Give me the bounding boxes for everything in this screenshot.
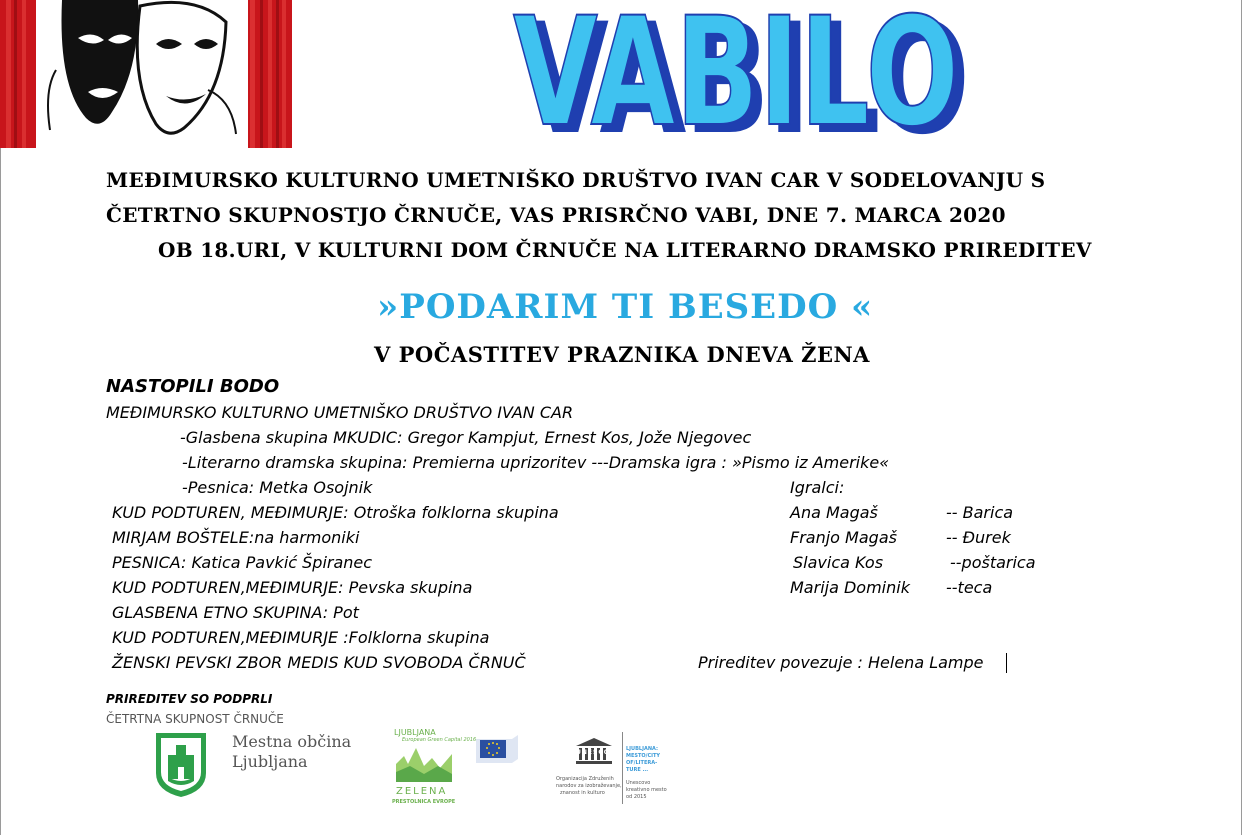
unesco-city-title: TURE ...	[626, 767, 649, 773]
ljubljana-name-line-2: Ljubljana	[232, 752, 308, 771]
cast-role: -- Đurek	[946, 528, 1011, 547]
cast-actor: Slavica Kos	[793, 553, 884, 572]
text-cursor	[1006, 653, 1007, 673]
list-item: GLASBENA ETNO SKUPINA: Pot	[112, 603, 359, 622]
cast-actor: Franjo Magaš	[790, 528, 897, 547]
intro-line-3: OB 18.URI, V KULTURNI DOM ČRNUČE NA LITERARNO DRAMSKO PRIREDITEV	[158, 238, 1092, 262]
unesco-logo	[556, 732, 686, 808]
cast-actor: Marija Dominik	[790, 578, 910, 597]
unesco-city-text: kreativno mesto	[626, 787, 667, 793]
unesco-city-title: OF/LITERA-	[626, 760, 658, 766]
intro-line-1: MEĐIMURSKO KULTURNO UMETNIŠKO DRUŠTVO IVAN CAR V SODELOVANJU S	[106, 168, 1046, 192]
unesco-divider	[622, 732, 623, 804]
cast-role: --poštarica	[950, 553, 1036, 572]
intro-line-2: ČETRTNO SKUPNOSTJO ČRNUČE, VAS PRISRČNO VABI, DNE 7. MARCA 2020	[106, 203, 1006, 227]
performers-heading: NASTOPILI BODO	[106, 376, 280, 397]
cast-role: --teca	[946, 578, 993, 597]
performers-sub-1: -Glasbena skupina MKUDIC: Gregor Kampjut, Ernest Kos, Jože Njegovec	[180, 428, 752, 447]
page-left-border	[0, 148, 1, 835]
unesco-city-text: od 2015	[626, 794, 647, 800]
unesco-city-title: LJUBLJANA:	[626, 746, 658, 752]
svg-text:VABILO: VABILO	[523, 0, 969, 146]
svg-text:VABILO: VABILO	[513, 0, 959, 146]
ljubljana-name-line-1: Mestna občina	[232, 732, 352, 751]
green-capital-top: LJUBLJANA	[394, 728, 436, 737]
host-line: Prireditev povezuje : Helena Lampe	[698, 653, 984, 672]
list-item: MIRJAM BOŠTELE:na harmoniki	[112, 528, 360, 547]
list-item: PESNICA: Katica Pavkić Špiranec	[112, 553, 373, 572]
ljubljana-coat-of-arms-icon	[154, 731, 208, 799]
list-item: KUD PODTUREN,MEĐIMURJE: Pevska skupina	[112, 578, 473, 597]
sponsors-line: ČETRTNA SKUPNOST ČRNUČE	[106, 712, 284, 726]
green-capital-logo	[388, 728, 477, 810]
performers-sub-3: -Pesnica: Metka Osojnik	[182, 478, 373, 497]
unesco-text-line: znanost in kulturo	[560, 790, 605, 796]
list-item: KUD PODTUREN,MEĐIMURJE :Folklorna skupina	[112, 628, 490, 647]
cast-role: -- Barica	[946, 503, 1014, 522]
unesco-city-title: MESTO/CITY	[626, 753, 661, 759]
event-title: »PODARIM TI BESEDO «	[377, 287, 874, 327]
green-capital-caption: PRESTOLNICA EVROPE	[392, 799, 456, 805]
list-item: ŽENSKI PEVSKI ZBOR MEDIS KUD SVOBODA ČRNUČ	[112, 653, 526, 672]
list-item: KUD PODTUREN, MEĐIMURJE: Otroška folklorna skupina	[112, 503, 559, 522]
unesco-wordmark: UNESCO	[576, 749, 610, 756]
cast-heading: Igralci:	[790, 478, 845, 497]
green-capital-word: ZELENA	[396, 786, 448, 797]
sponsors-heading: PRIREDITEV SO PODPRLI	[106, 692, 273, 706]
cast-actor: Ana Magaš	[790, 503, 878, 522]
performers-org: MEĐIMURSKO KULTURNO UMETNIŠKO DRUŠTVO IVAN CAR	[106, 403, 574, 422]
unesco-city-text: Unescovo	[626, 780, 651, 786]
green-capital-script: European Green Capital 2016	[402, 737, 477, 743]
theatre-masks-image	[0, 0, 292, 148]
performers-sub-2: -Literarno dramska skupina: Premierna uprizoritev ---Dramska igra : »Pismo iz Amerike«	[182, 453, 890, 472]
unesco-text-line: narodov za izobraževanje,	[556, 783, 622, 789]
vabilo-banner	[500, 0, 980, 146]
event-subtitle: V POČASTITEV PRAZNIKA DNEVA ŽENA	[374, 342, 870, 367]
eu-flag-icon	[474, 735, 520, 763]
unesco-text-line: Organizacija Združenih	[556, 776, 614, 782]
